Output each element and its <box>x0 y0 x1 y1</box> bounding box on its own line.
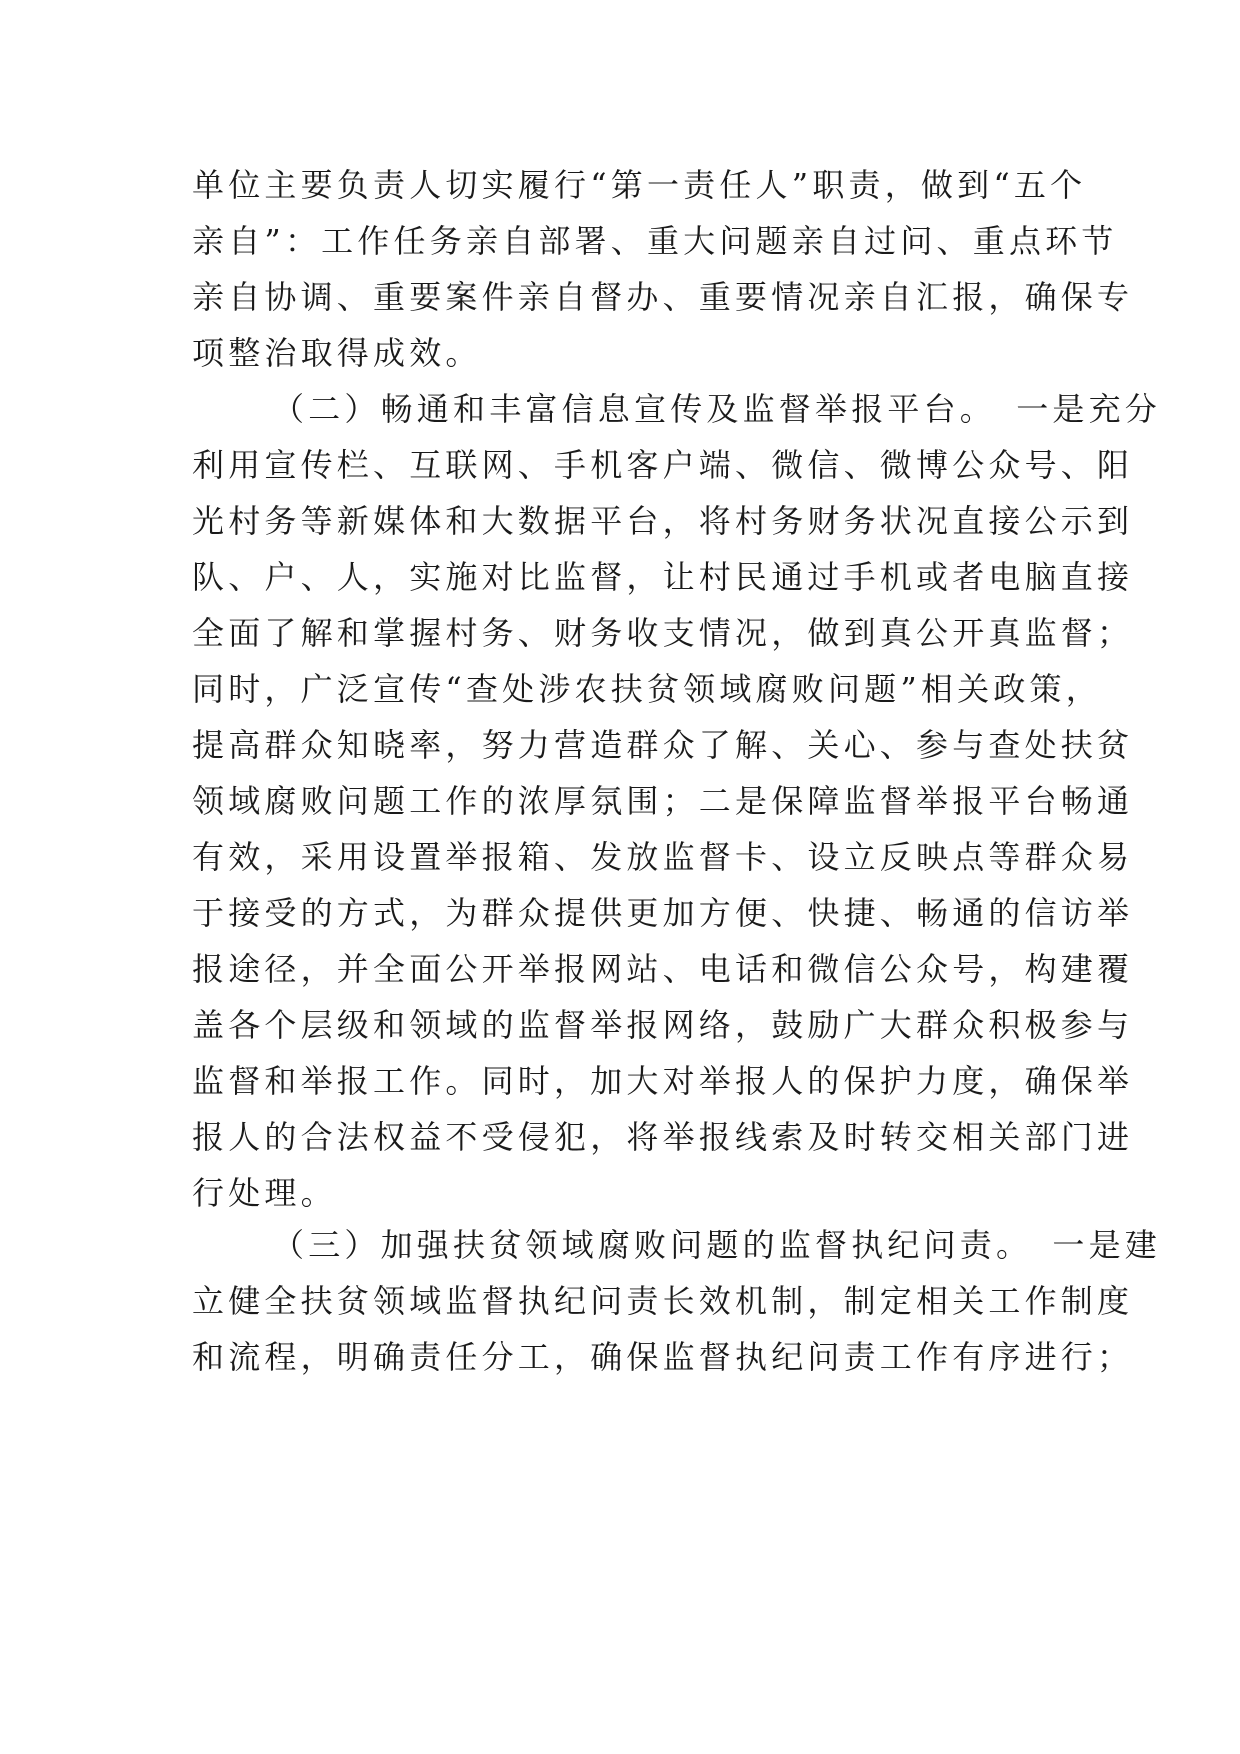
paragraph-line: 于接受的方式，为群众提供更加方便、快捷、畅通的信访举 <box>192 894 1134 932</box>
paragraph-line: 亲自”：工作任务亲自部署、重大问题亲自过问、重点环节 <box>192 222 1118 260</box>
section-heading-line: （二）畅通和丰富信息宣传及监督举报平台。 一是充分 <box>272 390 1162 428</box>
paragraph-section-3-accountability <box>192 1217 1162 1385</box>
paragraph-line: 全面了解和掌握村务、财务收支情况，做到真公开真监督； <box>192 614 1134 652</box>
paragraph-section-2-reporting-platform <box>192 381 1162 1221</box>
paragraph-line: 项整治取得成效。 <box>192 334 482 372</box>
paragraph-line: 盖各个层级和领域的监督举报网络，鼓励广大群众积极参与 <box>192 1006 1134 1044</box>
paragraph-line: 报人的合法权益不受侵犯，将举报线索及时转交相关部门进 <box>192 1118 1134 1156</box>
paragraph-line: 行处理。 <box>192 1174 337 1212</box>
paragraph-line: 提高群众知晓率，努力营造群众了解、关心、参与查处扶贫 <box>192 726 1134 764</box>
paragraph-line: 和流程，明确责任分工，确保监督执纪问责工作有序进行； <box>192 1338 1134 1376</box>
paragraph-line: 亲自协调、重要案件亲自督办、重要情况亲自汇报，确保专 <box>192 278 1134 316</box>
paragraph-line: 队、户、人，实施对比监督，让村民通过手机或者电脑直接 <box>192 558 1134 596</box>
paragraph-line: 单位主要负责人切实履行“第一责任人”职责，做到“五个 <box>192 166 1087 204</box>
section-heading-line: （三）加强扶贫领域腐败问题的监督执纪问责。 一是建 <box>272 1226 1162 1264</box>
paragraph-line: 立健全扶贫领域监督执纪问责长效机制，制定相关工作制度 <box>192 1282 1134 1320</box>
paragraph-leader-responsibility <box>192 157 1134 381</box>
paragraph-line: 有效，采用设置举报箱、发放监督卡、设立反映点等群众易 <box>192 838 1134 876</box>
paragraph-line: 同时，广泛宣传“查处涉农扶贫领域腐败问题”相关政策， <box>192 670 1102 708</box>
paragraph-line: 光村务等新媒体和大数据平台，将村务财务状况直接公示到 <box>192 502 1134 540</box>
paragraph-line: 利用宣传栏、互联网、手机客户端、微信、微博公众号、阳 <box>192 446 1134 484</box>
paragraph-line: 领域腐败问题工作的浓厚氛围；二是保障监督举报平台畅通 <box>192 782 1134 820</box>
paragraph-line: 报途径，并全面公开举报网站、电话和微信公众号，构建覆 <box>192 950 1134 988</box>
paragraph-line: 监督和举报工作。同时，加大对举报人的保护力度，确保举 <box>192 1062 1134 1100</box>
